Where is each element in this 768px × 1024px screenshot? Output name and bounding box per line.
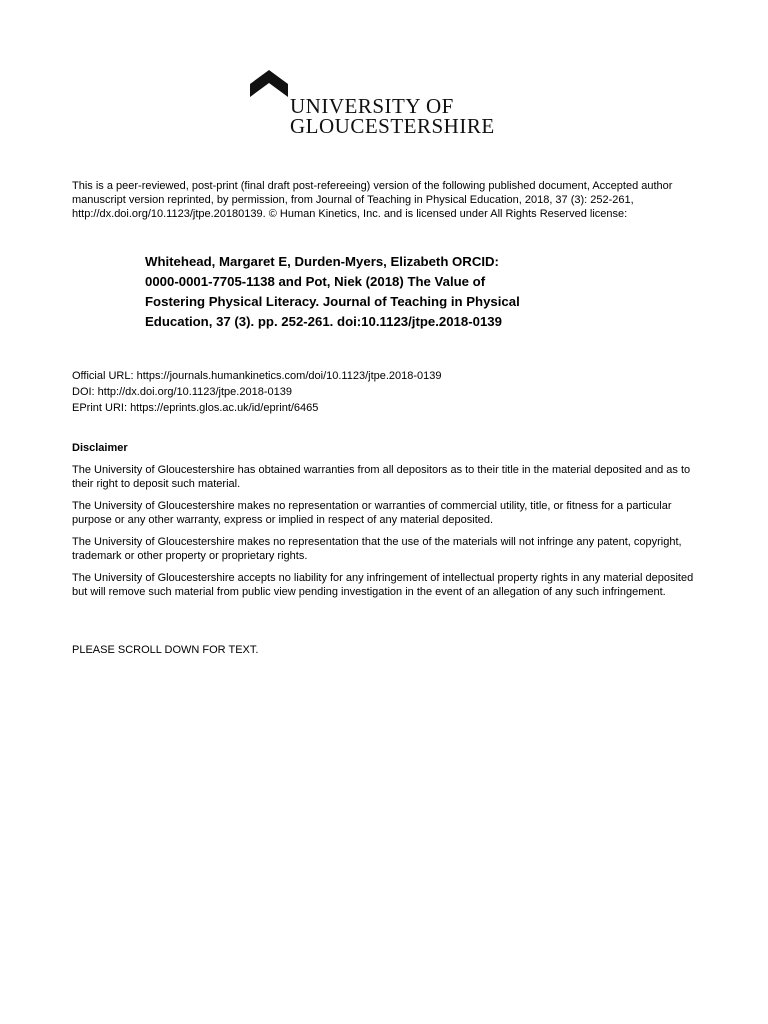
disclaimer-paragraph: The University of Gloucestershire makes no representation that the use of the materials will not infringe any patent, copyright, trademark or other property or proprietary rights. — [72, 536, 682, 562]
chevron-roof-icon — [248, 70, 292, 100]
university-logo — [248, 70, 538, 140]
intro-paragraph: This is a peer-reviewed, post-print (final draft post-refereeing) version of the following published document, Accepted author manuscript version reprinted, by permission, from Journal of Teaching in Physical Education, 2018, 37 (3): 252-261, http://dx.doi.org/10.1123/jtpe.20180139. © Human Kinetics, Inc. and is licensed under All Rights Reserved license: — [72, 180, 673, 220]
logo-line-2: GLOUCESTERSHIRE — [290, 114, 495, 138]
url-block — [72, 368, 692, 416]
disclaimer-paragraph: The University of Gloucestershire makes no representation or warranties of commercial utility, title, or fitness for a particular purpose or any other warranty, express or implied in respect of any material deposited. — [72, 500, 672, 526]
eprint-uri[interactable]: EPrint URI: https://eprints.glos.ac.uk/id/eprint/6465 — [72, 402, 319, 414]
scroll-note: PLEASE SCROLL DOWN FOR TEXT. — [72, 644, 259, 656]
logo-line-1: UNIVERSITY OF — [290, 94, 454, 118]
disclaimer-paragraph: The University of Gloucestershire has obtained warranties from all depositors as to their title in the material deposited and as to their right to deposit such material. — [72, 464, 691, 490]
official-url[interactable]: Official URL: https://journals.humankinetics.com/doi/10.1123/jtpe.2018-0139 — [72, 370, 442, 382]
citation: Whitehead, Margaret E, Durden-Myers, Elizabeth ORCID: 0000-0001-7705-1138 and Pot, Niek (2018) The Value of Fostering Physical Literacy. Journal of Teaching in Physical Education, 37 (3). pp. 252-261. doi:10.1123/jtpe.2018-0139 — [145, 254, 520, 329]
disclaimer-section — [72, 441, 694, 607]
disclaimer-heading: Disclaimer — [72, 442, 128, 454]
disclaimer-paragraph: The University of Gloucestershire accepts no liability for any infringement of intellectual property rights in any material deposited but will remove such material from public view pending investigation in the event of an allegation of any such infringement. — [72, 572, 694, 598]
doi-url[interactable]: DOI: http://dx.doi.org/10.1123/jtpe.2018-0139 — [72, 386, 292, 398]
logo-wordmark — [290, 96, 495, 136]
